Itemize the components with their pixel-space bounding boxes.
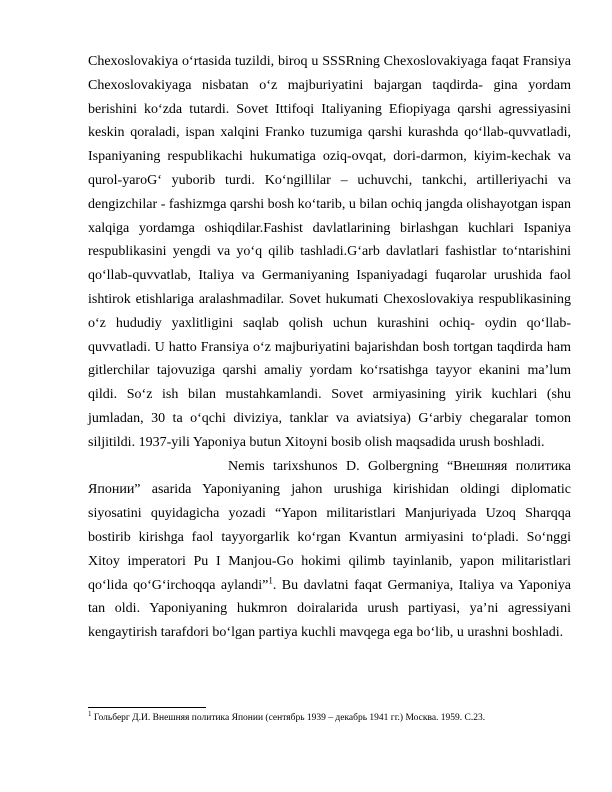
paragraph-2 [88,455,571,645]
paragraph-2-text: Nemis tarixshunos D. Golbergning “Внешняя политика Японии” asarida Yaponiyaning jahon urushiga kirishidan oldingi diplomatic siyosatini quyidagicha yozadi “Yapon militaristlari Manjuriyada Uzoq Sharqqa bostirib kirishga faol tayyorgarlik ko‘rgan Kvantun armiyasini to‘pladi. So‘nggi Xitoy imperatori Pu I Manjou-Go hokimi qilimb tayinlanib, yapon militaristlari qo‘lida qo‘G‘irchoqqa aylandi” [88,458,571,593]
footnote [88,709,571,724]
footnote-reference[interactable]: 1 [268,574,273,585]
paragraph-2-continuation: . Bu davlatni faqat Germaniya, Italiya va Yaponiya tan oldi. Yaponiyaning hukmron doiralarida urush partiyasi, ya’ni agressiyani kengaytirish tarafdori bo‘lgan partiya kuchli mavqega ega bo‘lib, u urashni boshladi. [88,577,571,641]
footnote-text: Гольберг Д.И. Внешняя политика Японии (сентябрь 1939 – декабрь 1941 гг.) Москва. 1959. С.23. [91,713,486,723]
paragraph-1: Chexoslovakiya o‘rtasida tuzildi, biroq u SSSRning Chexoslovakiyaga faqat Fransiya Chexoslovakiyaga nisbatan o‘z majburiyatini bajargan taqdirda- gina yordam berishini ko‘zda tutardi. Sovet Ittifoqi Italiyaning Efiopiyaga qarshi agressiyasini keskin qoraladi, ispan xalqini Franko tuzumiga qarshi kurashda qo‘llab-quvvatladi, Ispaniyaning respublikachi hukumatiga oziq-ovqat, dori-darmon, kiyim-kechak va qurol-yaroG‘ yuborib turdi. Ko‘ngillilar – uchuvchi, tankchi, artilleriyachi va dengizchilar - fashizmga qarshi bosh ko‘tarib, u bilan ochiq jangda olishayotgan ispan xalqiga yordamga oshiqdilar.Fashist davlatlarining birlashgan kuchlari Ispaniya respublikasini yengdi va yo‘q qilib tashladi.G‘arb davlatlari fashistlar to‘ntarishini qo‘llab-quvvatlab, Italiya va Germaniyaning Ispaniyadagi fuqarolar urushida faol ishtirok etishlariga aralashmadilar. Sovet hukumati Chexoslovakiya respublikasining o‘z hududiy yaxlitligini saqlab qolish uchun kurashini ochiq- oydin qo‘llab-quvvatladi. U hatto Fransiya o‘z majburiyatini bajarishdan bosh tortgan taqdirda ham gitlerchilar tajovuziga qarshi amaliy yordam ko‘rsatishga tayyor ekanini ma’lum qildi. So‘z ish bilan mustahkamlandi. Sovet armiyasining yirik kuchlari (shu jumladan, 30 ta o‘qchi diviziya, tanklar va aviatsiya) G‘arbiy chegaralar tomon siljitildi. 1937-yili Yaponiya butun Xitoyni bosib olish maqsadida urush boshladi. [88,54,571,450]
footnote-number: 1 [88,709,92,718]
footnote-separator [88,707,206,708]
document-body [88,50,571,645]
